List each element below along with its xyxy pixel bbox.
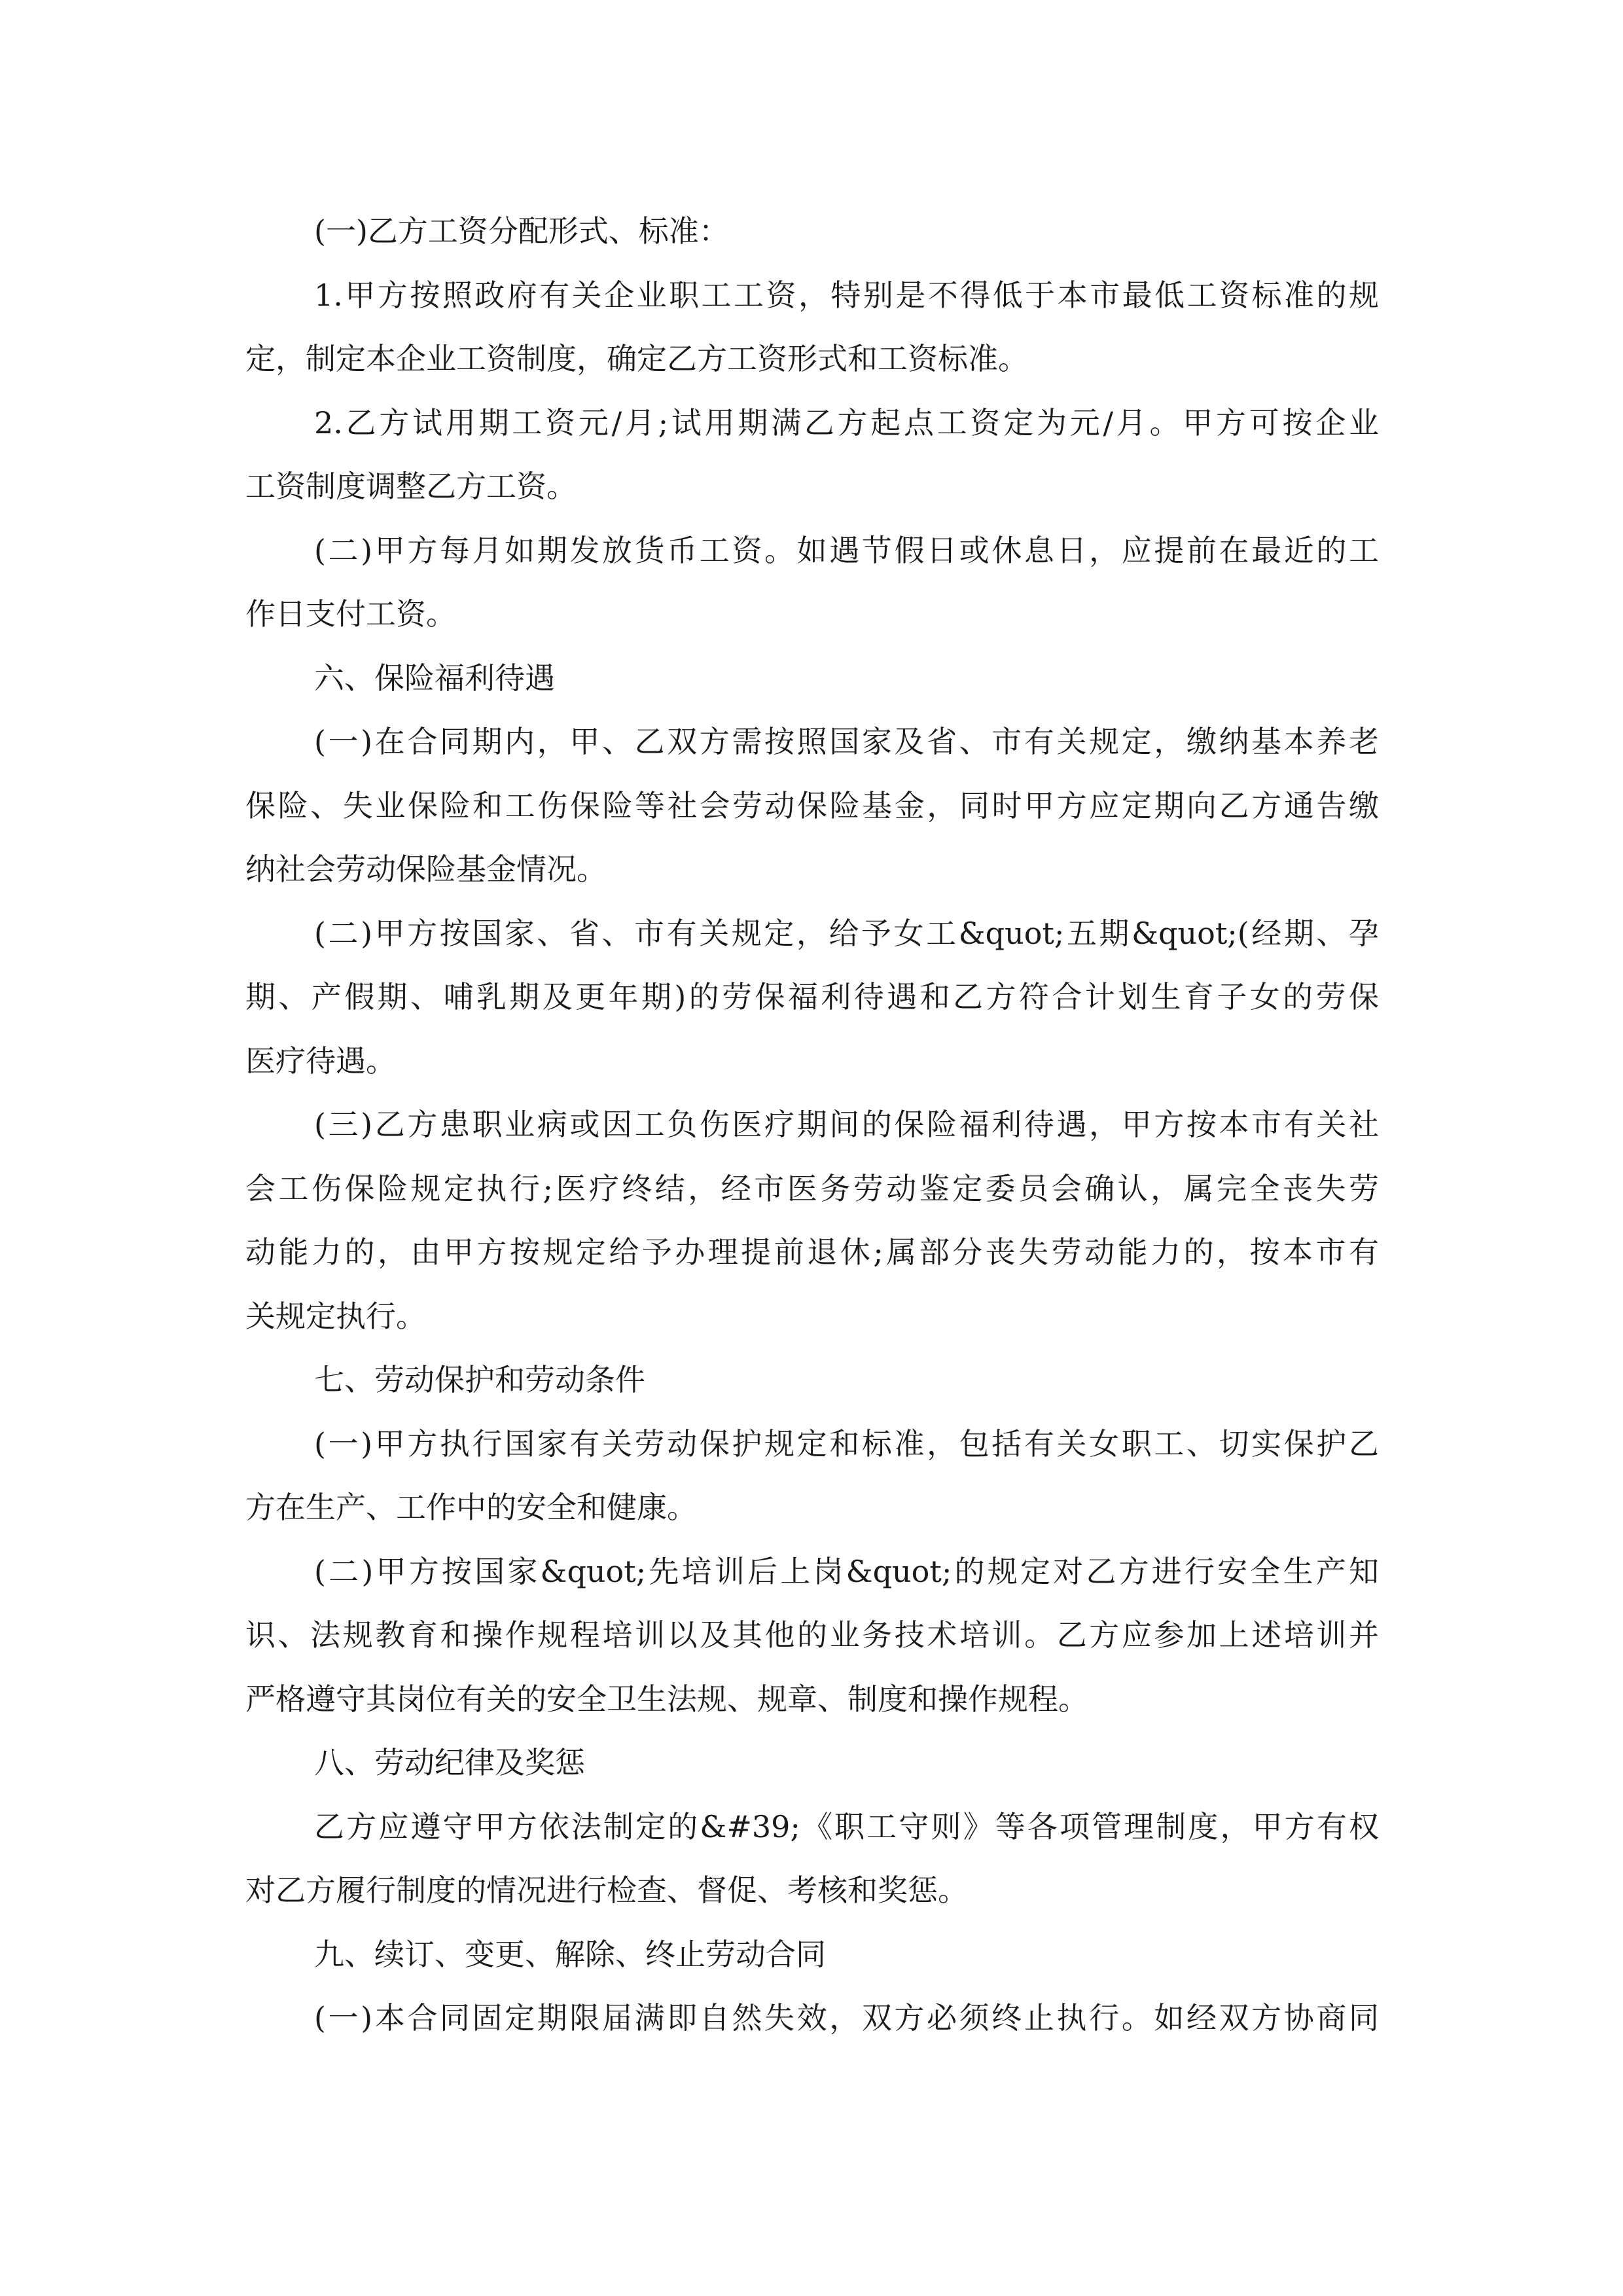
- text-line: 六、保险福利待遇: [314, 660, 555, 696]
- text-line: 期、产假期、哺乳期及更年期)的劳保福利待遇和乙方符合计划生育子女的劳保: [245, 979, 1379, 1014]
- text-line: 九、续订、变更、解除、终止劳动合同: [314, 1936, 826, 1972]
- text-line: (一)本合同固定期限届满即自然失效，双方必须终止执行。如经双方协商同: [314, 2000, 1379, 2036]
- text-line: 会工伤保险规定执行;医疗终结，经市医务劳动鉴定委员会确认，属完全丧失劳: [245, 1170, 1379, 1206]
- text-line: 方在生产、工作中的安全和健康。: [245, 1490, 697, 1525]
- text-line: 八、劳动纪律及奖惩: [314, 1745, 585, 1780]
- text-line: 严格遵守其岗位有关的安全卫生法规、规章、制度和操作规程。: [245, 1681, 1088, 1717]
- text-line: 七、劳动保护和劳动条件: [314, 1362, 645, 1397]
- text-line: 定，制定本企业工资制度，确定乙方工资形式和工资标准。: [245, 341, 1028, 376]
- text-line: 作日支付工资。: [245, 596, 456, 632]
- text-line: 对乙方履行制度的情况进行检查、督促、考核和奖惩。: [245, 1873, 968, 1908]
- text-line: 识、法规教育和操作规程培训以及其他的业务技术培训。乙方应参加上述培训并: [245, 1617, 1379, 1653]
- text-line: 动能力的，由甲方按规定给予办理提前退休;属部分丧失劳动能力的，按本市有: [245, 1234, 1379, 1270]
- text-line: 2.乙方试用期工资元/月;试用期满乙方起点工资定为元/月。甲方可按企业: [314, 404, 1379, 440]
- text-line: (一)在合同期内，甲、乙双方需按照国家及省、市有关规定，缴纳基本养老: [314, 724, 1379, 759]
- text-line: (一)甲方执行国家有关劳动保护规定和标准，包括有关女职工、切实保护乙: [314, 1426, 1379, 1462]
- text-line: 纳社会劳动保险基金情况。: [245, 852, 607, 887]
- text-line: 工资制度调整乙方工资。: [245, 469, 577, 504]
- text-line: (二)甲方按国家、省、市有关规定，给予女工&quot;五期&quot;(经期、孕: [314, 915, 1379, 951]
- text-line: 关规定执行。: [245, 1298, 426, 1334]
- text-line: (一)乙方工资分配形式、标准：: [314, 213, 729, 249]
- document-body: [245, 200, 1379, 2051]
- text-line: 保险、失业保险和工伤保险等社会劳动保险基金，同时甲方应定期向乙方通告缴: [245, 787, 1379, 823]
- text-line: (三)乙方患职业病或因工负伤医疗期间的保险福利待遇，甲方按本市有关社: [314, 1107, 1379, 1142]
- text-line: 乙方应遵守甲方依法制定的&#39;《职工守则》等各项管理制度，甲方有权: [314, 1808, 1379, 1844]
- text-line: 1.甲方按照政府有关企业职工工资，特别是不得低于本市最低工资标准的规: [314, 277, 1379, 313]
- text-line: 医疗待遇。: [245, 1043, 396, 1079]
- text-line: (二)甲方按国家&quot;先培训后上岗&quot;的规定对乙方进行安全生产知: [314, 1553, 1379, 1589]
- text-line: (二)甲方每月如期发放货币工资。如遇节假日或休息日，应提前在最近的工: [314, 532, 1379, 568]
